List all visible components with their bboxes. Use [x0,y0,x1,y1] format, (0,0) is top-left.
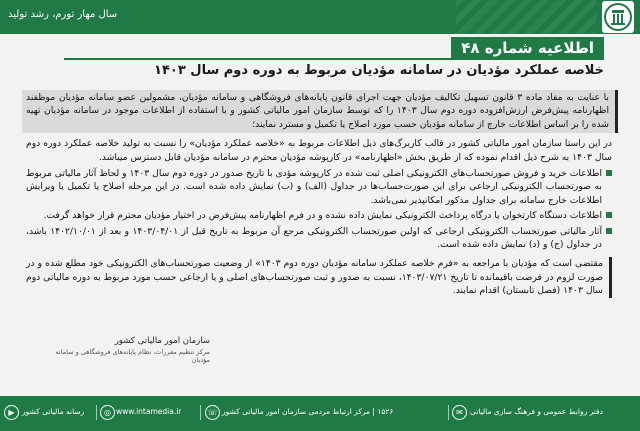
footer-divider [96,405,97,420]
main-paragraph: در این راستا سازمان امور مالیاتی کشور در قالب‌ کاربرگ‌های ذیل اطلاعات مربوط به «خلاصه عملکرد مؤدیان» را نسبت به تولید خلاصه عملکرد دوره دوم سال ۱۴۰۳ به شرح ذیل اقدام نموده که از طریق بخش «اظهارنامه» در کارپوشه مؤدیان محترم در سامانه مؤدیان قابل دسترس میباشد. [26,138,612,163]
bullet-text: اطلاعات خرید و فروش صورتحساب‌های الکترونیکی اصلی ثبت شده در کارپوشه مؤدی با تاریخ صدور در دوره دوم سال ۱۴۰۳ و لحاظ آثار مالیاتی مربوط به صورتحساب الکترونیکی ارجاعی برای این صورت‌حساب‌ها در جداول (الف) و (ب) نمایش داده شده است. در این مرحله اصلاح یا تکمیل یا ویرایش اطلاعات خارج سامانه برای جداول مذکور امکانپذیر نمی‌باشد. [25,168,602,206]
intro-paragraph: با عنایت به مفاد ماده ۳ قانون تسهیل تکالیف مؤدیان جهت اجرای قانون پایانه‌های فروشگاهی و سامانه مؤدیان، مشمولین عضو سامانه مؤدیان موظفند اظهارنامه پیش‌فرض ارزش‌افزوده دوره دوم سال ۱۴۰۳ را که توسط سازمان امور مالیاتی کشور و با استفاده از اطلاعات موجود در سامانه مؤدیان تهیه شده را بر اساس اطلاعات خارج از سامانه مؤدیان حسب مورد اصلاح یا تکمیل و مسترد نمایند؛ [22,90,618,133]
signature-block [40,336,210,364]
notice-number: اطلاعیه شماره ۴۸ [451,37,604,59]
list-item [26,167,612,207]
footer-call-center: ۱۵۲۶ | مرکز ارتباط مردمی سازمان امور مالیاتی کشور [222,407,394,416]
bullet-square-icon [606,228,612,234]
list-item [26,225,612,252]
footer-website[interactable]: www.intamedia.ir [116,407,182,416]
footer-bar [0,396,640,431]
title-underline [64,58,604,60]
footer-tv: رسانه مالیاتی کشور [22,407,85,416]
bullet-text: آثار مالیاتی صورتحساب الکترونیکی ارجاعی که اولین صورتحساب الکترونیکی مرجع آن مربوط به تاریخ قبل از ۱۴۰۳/۰۴/۰۱ و بعد از ۱۴۰۲/۱۰/۰۱ باشد، در جداول (ج) و (د) نمایش داده شده است. [26,225,602,251]
bullet-text: اطلاعات دستگاه کارتخوان یا درگاه پرداخت الکترونیکی نمایش داده نشده و در فرم اظهارنامه پیش‌فرض در اختیار مؤدیان محترم قرار خواهد گرفت. [43,210,602,222]
signature-dept: مرکز تنظیم مقررات، نظام پایانه‌های فروشگاهی و سامانه مؤدیان [55,348,210,364]
signature-org: سازمان امور مالیاتی کشور [114,336,210,346]
tax-organization-emblem-icon [602,1,634,33]
globe-icon: ◎ [100,405,115,420]
notice-body [22,90,618,298]
header-pattern [456,0,596,34]
phone-icon: ☏ [205,405,220,420]
footer-divider [448,405,449,420]
office-icon: ✉ [452,405,467,420]
bullet-square-icon [606,170,612,176]
list-item [26,209,612,222]
year-slogan: سال مهار تورم، رشد تولید [8,9,118,20]
notice-subtitle: خلاصه عملکرد مؤدیان در سامانه مؤدیان مربوط به دوره دوم سال ۱۴۰۳ [154,63,604,78]
footer-office: دفتر روابط عمومی و فرهنگ سازی مالیاتی [470,407,603,416]
bullet-square-icon [606,212,612,218]
tv-icon: ▶ [4,405,19,420]
footer-divider [200,405,201,420]
header-bar [0,0,640,34]
closing-paragraph: مقتضی است که مؤدیان با مراجعه به «فرم خلاصه عملکرد سامانه مؤدیان دوره دوم ۱۴۰۳» از وضعیت صورتحساب‌های الکترونیکی خود مطلع شده و در صورت لزوم در فرصت باقیمانده تا تاریخ ۱۴۰۳/۰۷/۲۱، نسبت به صدور و ثبت صورتحساب‌های اصلی و یا ارجاعی حسب مورد مربوط به دوره مالیاتی دوم سال ۱۴۰۳ (فصل تابستان) اقدام نمایند. [26,257,612,297]
